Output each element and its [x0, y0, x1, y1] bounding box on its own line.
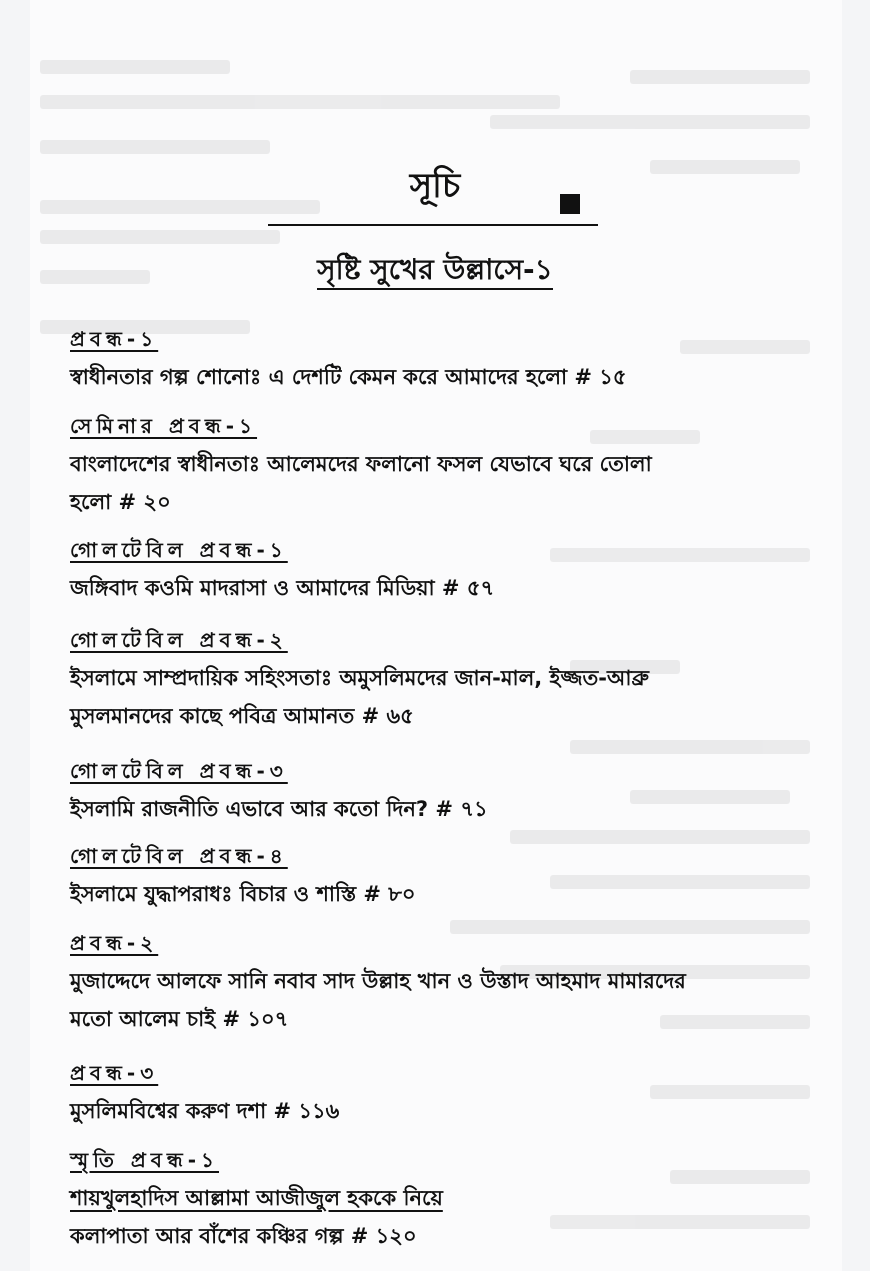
page-title: সূচি [409, 166, 461, 206]
toc-line[interactable]: মুসলমানদের কাছে পবিত্র আমানত # ৬৫ [70, 704, 414, 728]
toc-heading: গোলটেবিল প্রবন্ধ-৩ [70, 759, 288, 783]
title-underline [268, 224, 598, 226]
toc-line[interactable]: শায়খুলহাদিস আল্লামা আজীজুল হককে নিয়ে [70, 1186, 443, 1210]
toc-entry[interactable] [70, 1146, 815, 1255]
toc-entry[interactable] [70, 1059, 815, 1130]
toc-heading: প্রবন্ধ-৩ [70, 1061, 159, 1085]
toc-heading: গোলটেবিল প্রবন্ধ-১ [70, 538, 288, 562]
toc-line[interactable]: ইসলামে সাম্প্রদায়িক সহিংসতাঃ অমুসলিমদের জান-মাল, ইজ্জত-আব্রু [70, 666, 649, 690]
toc-line[interactable]: মুসলিমবিশ্বের করুণ দশা # ১১৬ [70, 1099, 340, 1123]
toc-heading: প্রবন্ধ-২ [70, 931, 159, 955]
toc-line[interactable]: ইসলামি রাজনীতি এভাবে আর কতো দিন? # ৭১ [70, 797, 488, 821]
toc-line[interactable]: মুজাদ্দেদে আলফে সানি নবাব সাদ উল্লাহ খান ও উস্তাদ আহমাদ মামারদের [70, 969, 686, 993]
toc-line[interactable]: স্বাধীনতার গল্প শোনোঃ এ দেশটি কেমন করে আমাদের হলো # ১৫ [70, 365, 627, 389]
toc-line[interactable]: হলো # ২০ [70, 490, 171, 514]
toc-line[interactable]: কলাপাতা আর বাঁশের কঞ্চির গল্প # ১২০ [70, 1224, 417, 1248]
toc-heading: গোলটেবিল প্রবন্ধ-৪ [70, 844, 288, 868]
toc-entry[interactable] [70, 842, 815, 913]
toc-heading: প্রবন্ধ-১ [70, 327, 159, 351]
toc-line[interactable]: মতো আলেম চাই # ১০৭ [70, 1007, 289, 1031]
toc-heading: গোলটেবিল প্রবন্ধ-২ [70, 628, 288, 652]
toc-entry[interactable] [70, 536, 815, 607]
toc-heading: স্মৃতি প্রবন্ধ-১ [70, 1148, 219, 1172]
toc-line[interactable]: জঙ্গিবাদ কওমি মাদরাসা ও আমাদের মিডিয়া # ৫৭ [70, 576, 495, 600]
toc-entry[interactable] [70, 626, 815, 735]
square-bullet-icon [560, 194, 580, 214]
toc-entry[interactable] [70, 929, 815, 1038]
toc-entry[interactable] [70, 757, 815, 828]
toc-entry[interactable] [70, 325, 815, 396]
toc-line[interactable]: ইসলামে যুদ্ধাপরাধঃ বিচার ও শাস্তি # ৮০ [70, 882, 416, 906]
toc-line[interactable]: বাংলাদেশের স্বাধীনতাঃ আলেমদের ফলানো ফসল যেভাবে ঘরে তোলা [70, 452, 652, 476]
toc-entry[interactable] [70, 412, 815, 521]
section-subtitle: সৃষ্টি সুখের উল্লাসে-১ [0, 248, 870, 295]
toc-heading: সেমিনার প্রবন্ধ-১ [70, 414, 258, 438]
